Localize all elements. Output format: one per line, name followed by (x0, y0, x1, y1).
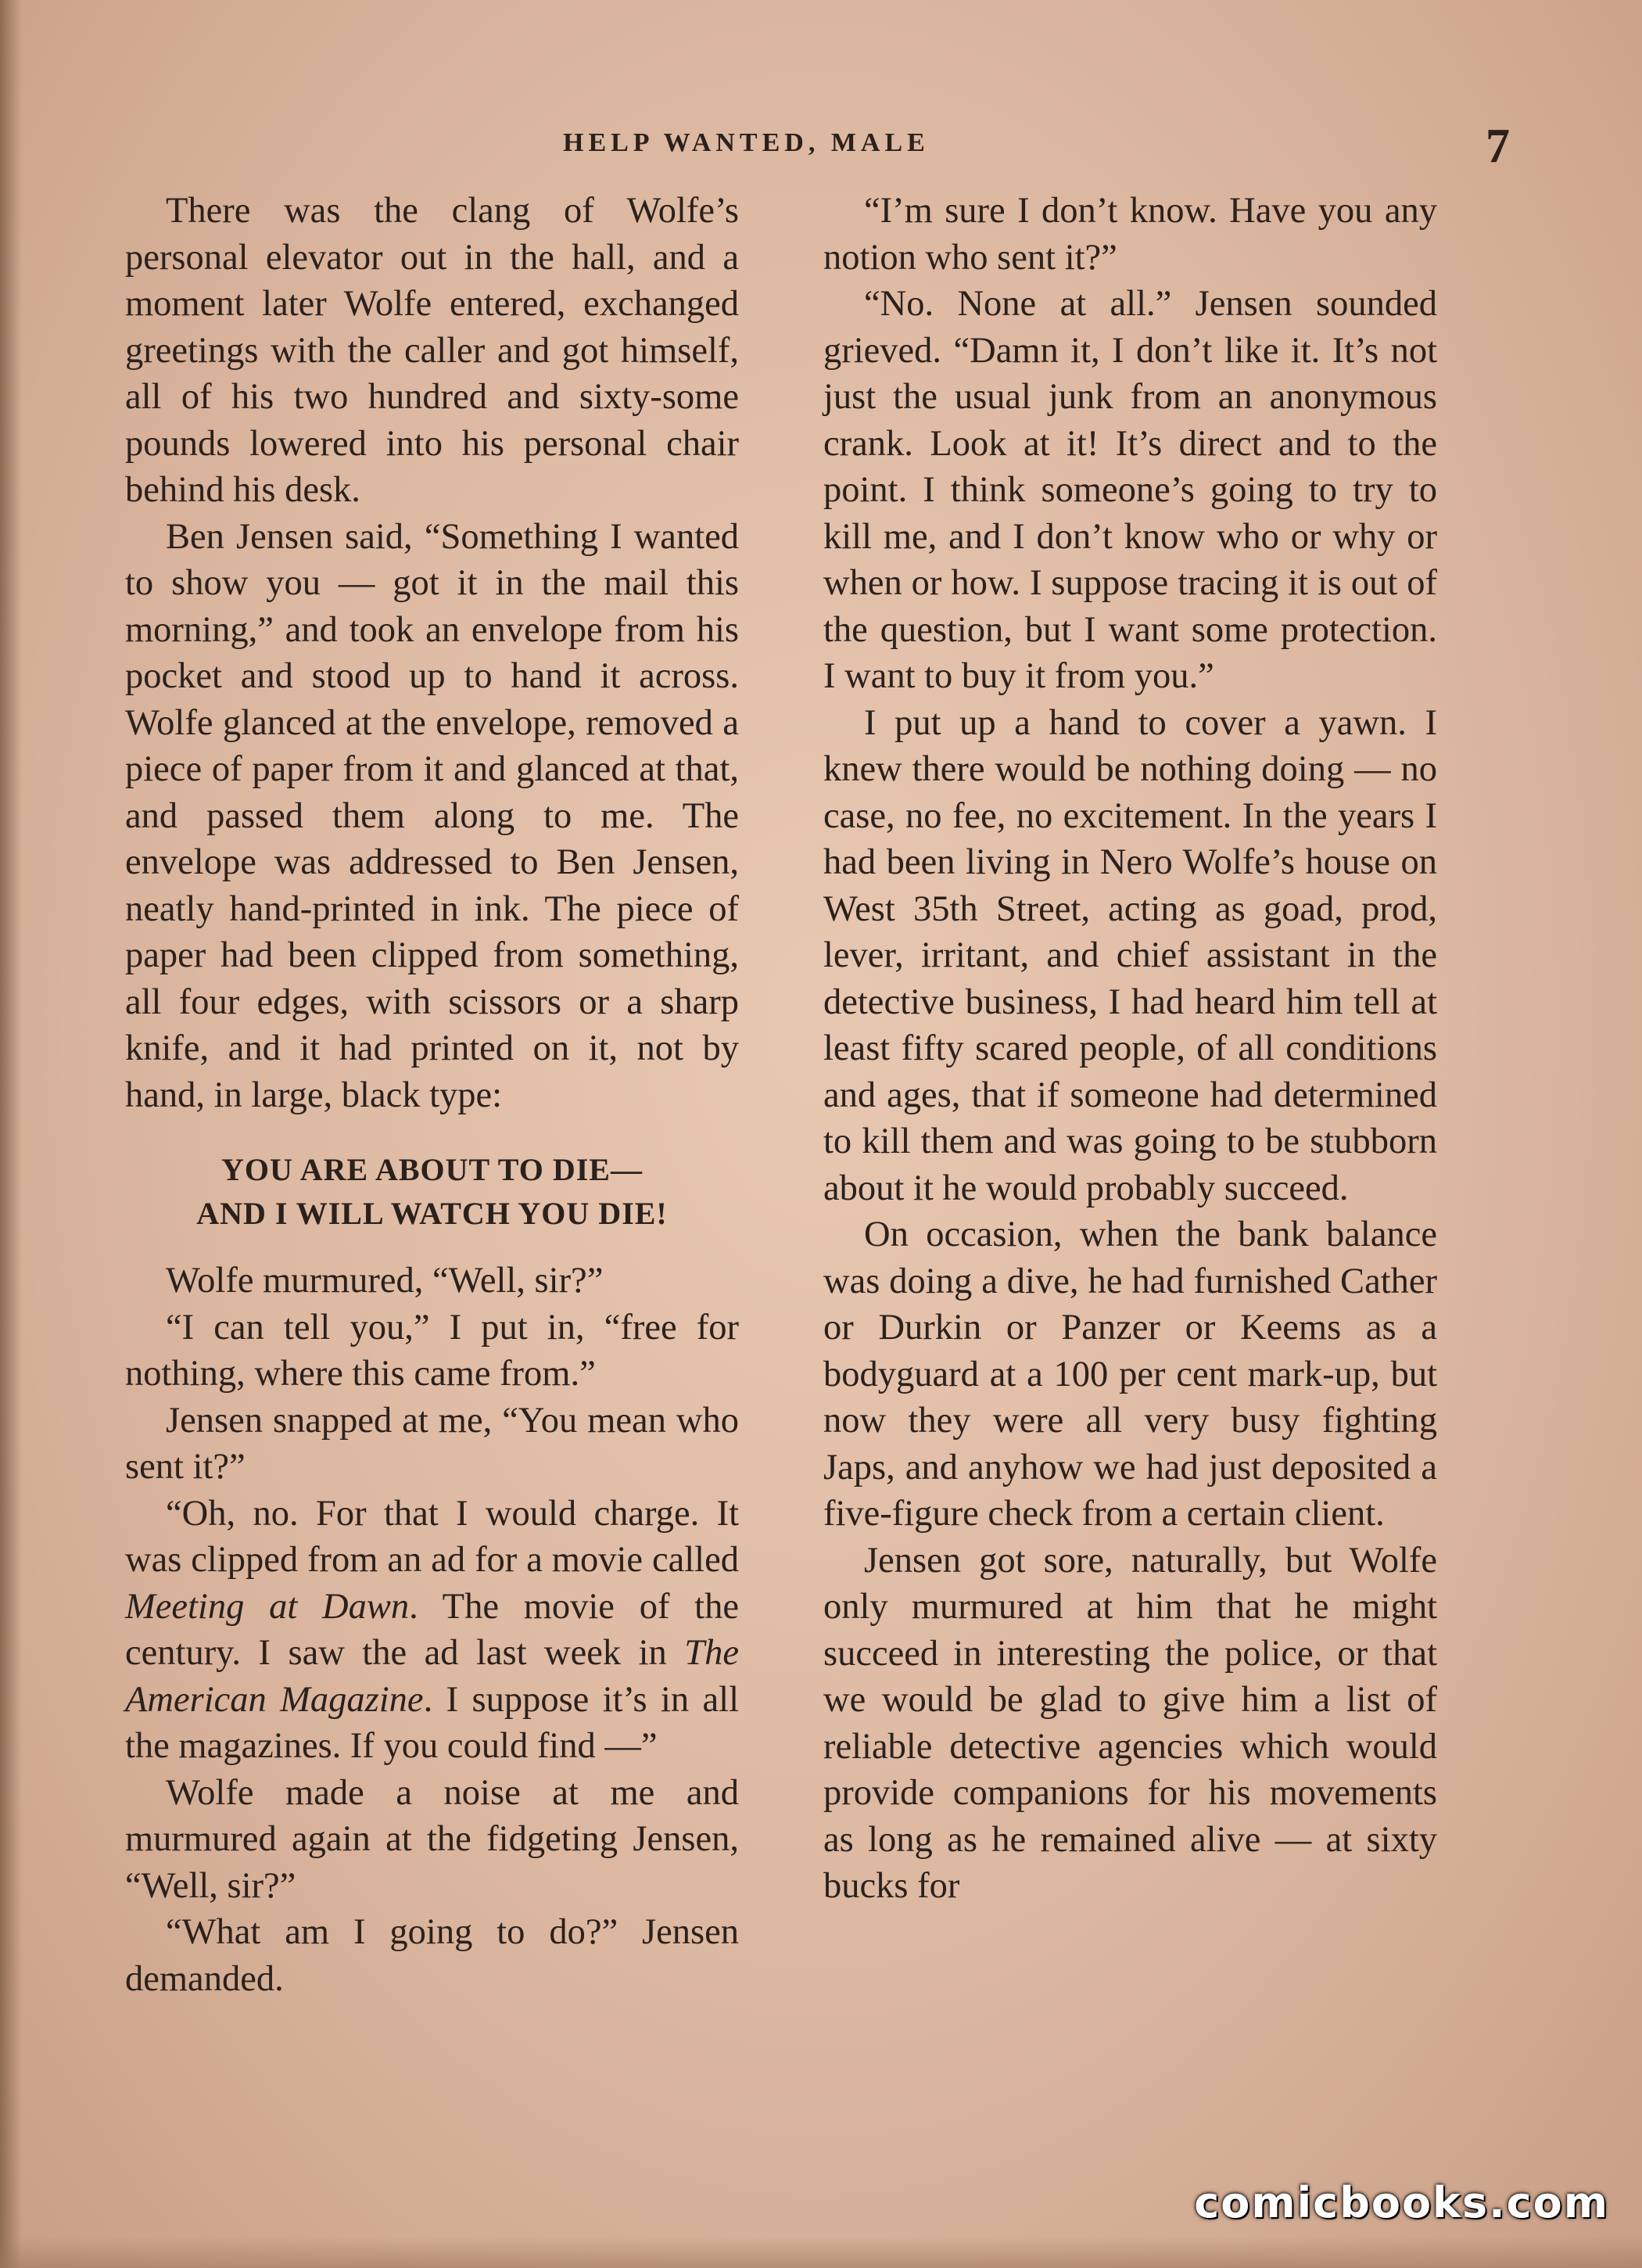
paragraph: Ben Jensen said, “Something I wanted to show you — got it in the mail this morning,” and took an envelope from his pocket and stood up to hand it across. Wolfe glanced at the envelope, removed a piece of paper from it and glanced at that, and passed them along to me. The envelope was addressed to Ben Jensen, neatly hand-printed in ink. The piece of paper had been clipped from something, all four edges, with scissors or a sharp knife, and it had printed on it, not by hand, in large, black type: (125, 516, 739, 1115)
movie-title: Meeting at Dawn (125, 1586, 410, 1627)
right-column (823, 188, 1437, 1910)
paragraph: “I can tell you,” I put in, “free for nothing, where this came from.” (125, 1307, 739, 1394)
running-head: HELP WANTED, MALE (563, 128, 930, 157)
watermark-logo: comicbooks.com (1194, 2178, 1609, 2227)
paragraph: Jensen snapped at me, “You mean who sent it?” (125, 1400, 739, 1487)
text-run: . I suppose it’s in all the magazines. If you could find —” (125, 1679, 739, 1766)
paragraph: Wolfe murmured, “Well, sir?” (166, 1261, 604, 1301)
text-run: “Oh, no. For that I would charge. It was clipped from an ad for a movie called (125, 1493, 739, 1580)
left-column (125, 188, 739, 2002)
threat-notice (125, 1148, 739, 1236)
magazine-title: The American Magazine (125, 1633, 739, 1720)
page-bottom-shadow (0, 2237, 1642, 2268)
page-number: 7 (1486, 120, 1510, 173)
paragraph: “I’m sure I don’t know. Have you any notion who sent it?” (823, 191, 1437, 278)
paragraph: Wolfe made a noise at me and murmured again at the fidgeting Jensen, “Well, sir?” (125, 1772, 739, 1906)
paragraph: Jensen got sore, naturally, but Wolfe only murmured at him that he might succeed in interesting the police, or that we would be glad to give him a list of reliable detective agencies which would provide companions for his movements as long as he remained alive — at sixty bucks for (823, 1540, 1437, 1906)
page-edge-shadow (0, 0, 22, 2268)
paragraph: There was the clang of Wolfe’s personal elevator out in the hall, and a moment later Wolfe entered, exchanged greetings with the caller and got himself, all of his two hundred and sixty-some pounds lowered into his personal chair behind his desk. (125, 191, 739, 510)
paragraph (125, 1491, 739, 1770)
paragraph: “No. None at all.” Jensen sounded grieved. “Damn it, I don’t like it. It’s not just the usual junk from an anonymous crank. Look at it! It’s direct and to the point. I think someone’s going to try to kill me, and I don’t know who or why or when or how. I suppose tracing it is out of the question, but I want some protection. I want to buy it from you.” (823, 284, 1437, 696)
notice-line: AND I WILL WATCH YOU DIE! (196, 1196, 668, 1231)
paragraph: “What am I going to do?” Jensen demanded. (125, 1912, 739, 1999)
text-run: . The movie of the century. I saw the ad last week in (125, 1586, 739, 1673)
paragraph: I put up a hand to cover a yawn. I knew there would be nothing doing — no case, no fee, no excitement. In the years I had been living in Nero Wolfe’s house on West 35th Street, acting as goad, prod, lever, irritant, and chief assistant in the detective business, I had heard him tell at least fifty scared people, of all conditions and ages, that if someone had determined to kill them and was going to be stubborn about it he would probably succeed. (823, 702, 1437, 1208)
paragraph: On occasion, when the bank balance was doing a dive, he had furnished Cather or Durkin or Panzer or Keems as a bodyguard at a 100 per cent mark-up, but now they were all very busy fighting Japs, and anyhow we had just deposited a five-figure check from a certain client. (823, 1215, 1437, 1534)
page-header (0, 120, 1642, 173)
notice-line: YOU ARE ABOUT TO DIE— (221, 1152, 643, 1187)
